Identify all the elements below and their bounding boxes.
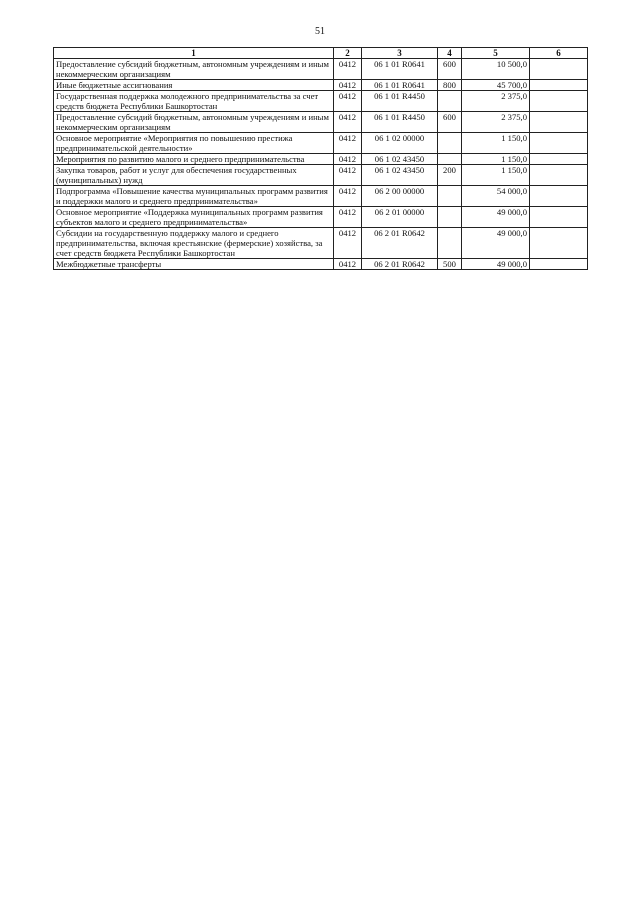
cell-expense-type [438,207,462,228]
table-row [54,165,588,186]
header-col-5: 5 [462,48,530,59]
table-header [54,48,588,59]
cell-target-code: 06 1 01 R0641 [362,80,438,91]
cell-expense-type [438,91,462,112]
cell-target-code: 06 2 01 R0642 [362,259,438,270]
cell-target-code: 06 1 01 R4450 [362,112,438,133]
cell-name: Государственная поддержка молодежного предпринимательства за счет средств бюджета Республики Башкортостан [54,91,334,112]
cell-expense-type: 200 [438,165,462,186]
table-row [54,154,588,165]
cell-expense-type [438,228,462,259]
cell-section-code: 0412 [334,133,362,154]
cell-amount: 54 000,0 [462,186,530,207]
table-row [54,207,588,228]
cell-section-code: 0412 [334,186,362,207]
header-col-2: 2 [334,48,362,59]
table-row [54,186,588,207]
cell-section-code: 0412 [334,59,362,80]
cell-extra [530,228,588,259]
table-row [54,133,588,154]
cell-amount: 2 375,0 [462,112,530,133]
header-col-4: 4 [438,48,462,59]
cell-expense-type: 800 [438,80,462,91]
cell-extra [530,186,588,207]
cell-target-code: 06 1 01 R0641 [362,59,438,80]
cell-name: Межбюджетные трансферты [54,259,334,270]
cell-amount: 45 700,0 [462,80,530,91]
cell-extra [530,112,588,133]
page-number: 51 [315,26,325,37]
cell-name: Предоставление субсидий бюджетным, автономным учреждениям и иным некоммерческим организациям [54,112,334,133]
cell-expense-type: 600 [438,59,462,80]
cell-expense-type [438,186,462,207]
cell-extra [530,165,588,186]
cell-section-code: 0412 [334,91,362,112]
cell-target-code: 06 1 02 43450 [362,165,438,186]
budget-table [53,47,588,270]
cell-extra [530,91,588,112]
cell-section-code: 0412 [334,259,362,270]
cell-extra [530,59,588,80]
cell-name: Субсидии на государственную поддержку малого и среднего предпринимательства, включая крестьянские (фермерские) хозяйства, за счет средств бюджета Республики Башкортостан [54,228,334,259]
table-row [54,112,588,133]
cell-target-code: 06 2 01 R0642 [362,228,438,259]
cell-expense-type: 600 [438,112,462,133]
table-row [54,91,588,112]
cell-target-code: 06 2 01 00000 [362,207,438,228]
cell-section-code: 0412 [334,228,362,259]
cell-amount: 1 150,0 [462,165,530,186]
cell-expense-type: 500 [438,259,462,270]
cell-name: Мероприятия по развитию малого и среднего предпринимательства [54,154,334,165]
cell-extra [530,133,588,154]
cell-name: Основное мероприятие «Поддержка муниципальных программ развития субъектов малого и среднего предпринимательства» [54,207,334,228]
header-col-3: 3 [362,48,438,59]
cell-section-code: 0412 [334,154,362,165]
header-col-1: 1 [54,48,334,59]
cell-target-code: 06 1 02 43450 [362,154,438,165]
cell-extra [530,259,588,270]
cell-name: Иные бюджетные ассигнования [54,80,334,91]
cell-section-code: 0412 [334,80,362,91]
cell-section-code: 0412 [334,207,362,228]
cell-name: Подпрограмма «Повышение качества муниципальных программ развития и поддержки малого и среднего предпринимательства» [54,186,334,207]
cell-amount: 2 375,0 [462,91,530,112]
cell-expense-type [438,133,462,154]
cell-amount: 49 000,0 [462,259,530,270]
cell-amount: 49 000,0 [462,207,530,228]
table-row [54,228,588,259]
table-row [54,59,588,80]
cell-extra [530,80,588,91]
cell-extra [530,154,588,165]
cell-amount: 1 150,0 [462,154,530,165]
header-col-6: 6 [530,48,588,59]
cell-target-code: 06 1 01 R4450 [362,91,438,112]
cell-section-code: 0412 [334,165,362,186]
cell-name: Основное мероприятие «Мероприятия по повышению престижа предпринимательской деятельности» [54,133,334,154]
table-row [54,80,588,91]
cell-amount: 49 000,0 [462,228,530,259]
cell-extra [530,207,588,228]
header-row [54,48,588,59]
cell-amount: 1 150,0 [462,133,530,154]
cell-amount: 10 500,0 [462,59,530,80]
cell-expense-type [438,154,462,165]
table-row [54,259,588,270]
cell-section-code: 0412 [334,112,362,133]
cell-name: Закупка товаров, работ и услуг для обеспечения государственных (муниципальных) нужд [54,165,334,186]
table-body [54,59,588,270]
cell-target-code: 06 1 02 00000 [362,133,438,154]
cell-target-code: 06 2 00 00000 [362,186,438,207]
cell-name: Предоставление субсидий бюджетным, автономным учреждениям и иным некоммерческим организациям [54,59,334,80]
